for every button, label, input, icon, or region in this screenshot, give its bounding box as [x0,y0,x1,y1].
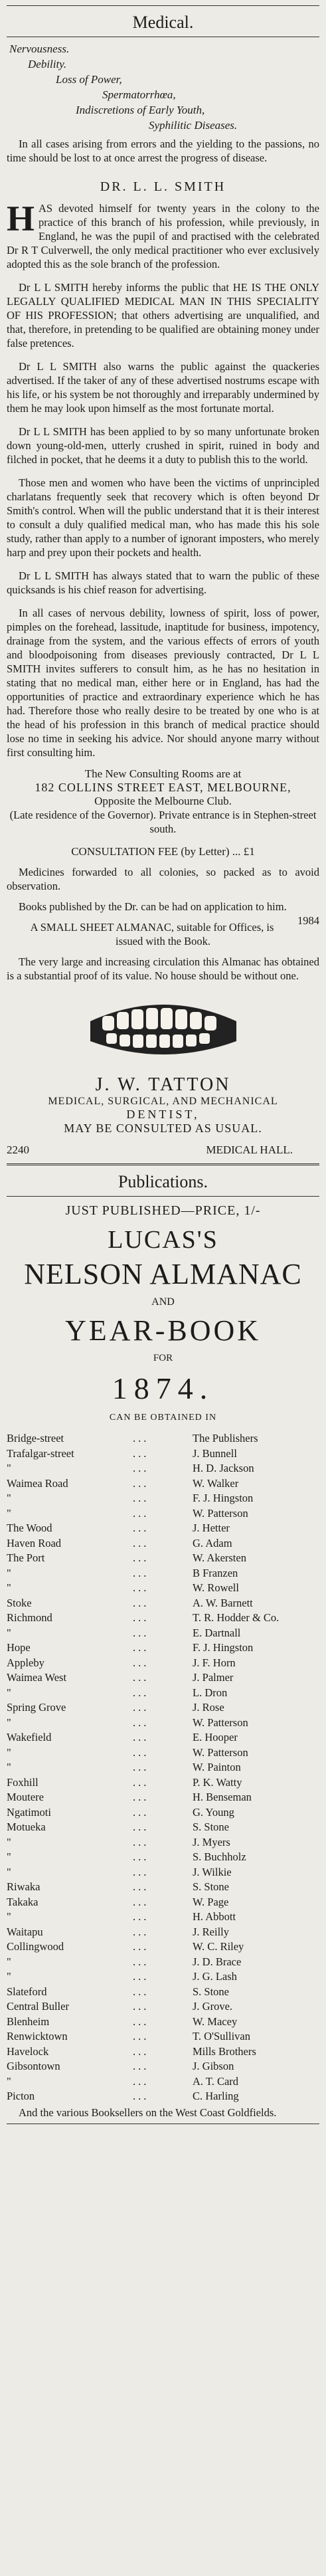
agent-who: F. J. Hingston [193,1492,254,1504]
agent-place: Richmond [7,1611,52,1624]
agents-list [7,1431,319,2104]
drop-cap: H [7,199,35,239]
agent-row [7,2029,319,2044]
agent-place: Trafalgar-street [7,1446,74,1460]
paragraph-7: In all cases of nervous debility, lowness of spirit, loss of power, pimples on the forehead, lassitude, inaptitude for business, impotency, drainage from the system, and the various effects of errors of youth and bloodpoisoning from diseases previously contracted, Dr L L SMITH invites sufferers to consult him, as he has no hesitation in stating that no medical man, either here or in England, has had the opportunities of practice and extraordinary experience which he has had. Therefore those who really desire to be treated by one who is at the head of his profession in this branch of medical practice should lose no time in seeking his advice. Nor should anyone marry without first consulting him. [7,607,319,759]
section-rule [7,1163,319,1165]
agent-place: " [7,1626,11,1639]
agent-who: Mills Brothers [193,2044,256,2058]
agent-who: S. Stone [193,1880,230,1893]
agent-row [7,1910,319,1925]
agent-dots: ... [133,1551,149,1564]
agent-who: W. C. Riley [193,1940,244,1953]
agent-row [7,1820,319,1835]
agent-row [7,1880,319,1895]
ad-number: 2240 [7,1143,29,1156]
medicines-note: Medicines forwarded to all colonies, so packed as to avoid observation. [7,866,319,892]
agent-dots: ... [133,1506,149,1520]
paragraph-2: Dr L L SMITH hereby informs the public that HE IS THE ONLY LEGALLY QUALIFIED MEDICAL MAN IN THIS SPECIALITY OF HIS PROFESSION; that others advertising are unqualified, and that, therefore, in pretending to be qualified are obtaining money under false pretences. [7,281,319,349]
address-note: Opposite the Melbourne Club. [94,795,232,807]
agent-who: The Publishers [193,1432,258,1444]
agent-dots: ... [133,1791,149,1803]
agent-row [7,1865,319,1880]
agent-dots: ... [133,2060,149,2072]
agent-who: W. Macey [193,2015,238,2028]
agent-who: S. Stone [193,1985,230,1998]
almanac-title-2: NELSON ALMANAC [24,1258,302,1290]
agent-dots: ... [133,1446,149,1460]
rooms-line: The New Consulting Rooms are at [84,767,242,780]
teeth-illustration [84,995,243,1068]
agent-row [7,1686,319,1701]
agent-row [7,1581,319,1596]
agent-place: " [7,1850,11,1863]
agent-dots: ... [133,1536,149,1549]
agent-place: Blenheim [7,2015,50,2028]
agent-place: Bridge-street [7,1432,64,1444]
agent-dots: ... [133,1805,149,1819]
top-rule [7,5,319,6]
agent-place: " [7,2074,11,2088]
agent-who: S. Stone [193,1821,230,1833]
agent-place: " [7,1910,11,1923]
agent-who: W. Patterson [193,1716,248,1729]
agent-dots: ... [133,1745,149,1759]
just-published: JUST PUBLISHED—PRICE, 1/- [65,1203,261,1218]
agent-row [7,2059,319,2074]
almanac-note: A SMALL SHEET ALMANAC, suitable for Offices, is issued with the Book. [30,921,274,947]
agent-who: B Franzen [193,1566,238,1579]
agent-row [7,1491,319,1506]
agent-dots: ... [133,1611,149,1624]
agent-place: " [7,1955,11,1968]
agent-place: " [7,1761,11,1773]
agent-place: " [7,1506,11,1520]
dentist-line-3: MAY BE CONSULTED AS USUAL. [64,1122,262,1135]
agent-row [7,1611,319,1626]
ailment-item: Spermatorrhœa, [102,88,176,101]
agent-who: H. Benseman [193,1791,252,1803]
paragraph-3: Dr L L SMITH also warns the public against the quackeries advertised. If the taker of any of these advertised nostrums escape with his life, or his system be not thoroughly and irreparably undermined by them he may look upon himself as the most fortunate mortal. [7,360,319,415]
agent-place: " [7,1581,11,1594]
dentist-name: J. W. TATTON [95,1074,231,1095]
agent-who: W. Painton [193,1761,241,1773]
agent-who: H. Abbott [193,1910,236,1923]
agent-place: " [7,1835,11,1848]
agent-dots: ... [133,1910,149,1923]
agent-row [7,1670,319,1686]
paragraph-1-text: AS devoted himself for twenty years in the colony to the practice of this branch of his profession, while previously, in England, he was the pupil of and practised with the celebrated Dr R T Culverwell, the only medical practitioner who ever exclusively adopted this as the sole branch of the profession. [7,202,319,270]
agent-place: Riwaka [7,1880,41,1893]
agent-row [7,1640,319,1656]
agent-row [7,1716,319,1731]
agent-place: " [7,1686,11,1699]
agent-dots: ... [133,1925,149,1938]
ailment-item: Syphilitic Diseases. [149,119,238,132]
agent-row [7,1700,319,1716]
agent-dots: ... [133,2090,149,2102]
dentist-footer-row [7,1143,319,1157]
agent-row [7,2015,319,2030]
ailment-item: Indiscretions of Early Youth, [76,104,205,116]
agent-row [7,1521,319,1536]
agent-row [7,1626,319,1641]
agent-place: Waimea Road [7,1476,68,1490]
agent-place: Haven Road [7,1536,62,1549]
agent-who: W. Rowell [193,1581,239,1594]
agent-dots: ... [133,2030,149,2042]
agent-who: J. D. Brace [193,1955,242,1968]
agent-row [7,2074,319,2090]
agent-dots: ... [133,1581,149,1594]
agent-place: Havelock [7,2044,49,2058]
agent-place: Gibsontown [7,2060,60,2072]
agent-who: J. Myers [193,1835,230,1848]
agent-dots: ... [133,2000,149,2013]
agent-who: G. Young [193,1805,234,1819]
agents-footer: And the various Booksellers on the West Coast Goldfields. [19,2106,277,2119]
agent-place: Hope [7,1641,31,1654]
agent-dots: ... [133,1775,149,1789]
agent-dots: ... [133,1462,149,1474]
agent-who: G. Adam [193,1536,232,1549]
agent-dots: ... [133,1626,149,1639]
agent-row [7,1835,319,1850]
agent-row [7,1775,319,1791]
dentist-line-1: MEDICAL, SURGICAL, AND MECHANICAL [48,1096,278,1107]
agent-place: " [7,1970,11,1983]
paragraph-6: Dr L L SMITH has always stated that to warn the public of these quicksands is his chief reason for advertising. [7,569,319,596]
agent-dots: ... [133,1701,149,1714]
agent-place: Ngatimoti [7,1805,51,1819]
agent-dots: ... [133,1985,149,1998]
paragraph-1 [7,201,319,271]
books-text: Books published by the Dr. can be had on application to him. [19,900,287,913]
agent-who: W. Walker [193,1476,239,1490]
agent-row [7,1790,319,1805]
agent-dots: ... [133,1656,149,1669]
agent-who: A. W. Barnett [193,1596,253,1609]
agent-place: Wakefield [7,1731,52,1743]
agent-dots: ... [133,1716,149,1729]
agent-dots: ... [133,1671,149,1684]
agent-row [7,1461,319,1476]
agent-who: L. Dron [193,1686,228,1699]
agent-row [7,1431,319,1446]
agent-place: Renwicktown [7,2030,68,2042]
agent-dots: ... [133,1955,149,1968]
agent-row [7,2089,319,2104]
agent-dots: ... [133,1596,149,1609]
agent-place: The Port [7,1551,45,1564]
agent-row [7,1566,319,1581]
agent-row [7,1895,319,1910]
paragraph-4: Dr L L SMITH has been applied to by so many unfortunate broken down young-old-men, utterly crushed in spirit, ruined in body and filched in pocket, that he deems it a duty to publish this to the world. [7,425,319,466]
agent-row [7,1476,319,1492]
agent-dots: ... [133,1731,149,1743]
agent-place: Picton [7,2090,35,2102]
rule [7,1196,319,1197]
agent-place: Stoke [7,1596,32,1609]
agent-who: T. O'Sullivan [193,2030,250,2042]
agent-dots: ... [133,1761,149,1773]
agent-who: F. J. Hingston [193,1641,254,1654]
agent-row [7,1985,319,2000]
agent-who: J. Bunnell [193,1446,237,1460]
agent-who: J. Palmer [193,1671,234,1684]
agent-dots: ... [133,1432,149,1444]
agent-who: J. F. Horn [193,1656,236,1669]
address-private: (Late residence of the Governor). Private entrance is in Stephen-street south. [9,809,317,835]
agent-place: Motueka [7,1821,46,1833]
almanac-title-1: LUCAS'S [108,1226,218,1254]
agent-who: W. Akersten [193,1551,246,1564]
books-note [7,900,319,927]
ailment-list [7,37,319,137]
agent-place: Foxhill [7,1775,39,1789]
agent-place: Slateford [7,1985,47,1998]
agent-place: Spring Grove [7,1701,66,1714]
agent-row [7,1656,319,1671]
ailment-item: Loss of Power, [56,73,122,86]
address-line: 182 COLLINS STREET EAST, MELBOURNE, [35,781,291,794]
medical-heading: Medical. [132,13,194,32]
agent-dots: ... [133,1895,149,1908]
intro-paragraph: In all cases arising from errors and the yielding to the passions, no time should be lost to at once arrest the progress of disease. [7,138,319,164]
agent-who: W. Patterson [193,1506,248,1520]
agent-place: Collingwood [7,1940,64,1953]
agent-who: E. Dartnall [193,1626,241,1639]
agent-row [7,1939,319,1955]
agent-row [7,1805,319,1821]
agent-row [7,2044,319,2060]
consultation-fee: CONSULTATION FEE (by Letter) ... £1 [71,845,255,858]
agent-row [7,1969,319,1985]
obtain-label: CAN BE OBTAINED IN [109,1413,217,1423]
agent-dots: ... [133,1686,149,1699]
agent-dots: ... [133,1641,149,1654]
agent-place: " [7,1462,11,1474]
publications-heading: Publications. [118,1172,208,1191]
agent-who: J. Hetter [193,1522,230,1534]
agent-place: Moutere [7,1791,44,1803]
almanac-year: 1874. [112,1371,214,1405]
agent-who: H. D. Jackson [193,1462,254,1474]
agent-place: " [7,1865,11,1878]
agent-row [7,1955,319,1970]
medical-hall: MEDICAL HALL. [206,1143,293,1156]
agent-place: Takaka [7,1895,39,1908]
agent-dots: ... [133,1566,149,1579]
agent-dots: ... [133,1970,149,1983]
agent-dots: ... [133,1522,149,1534]
agent-place: Waitapu [7,1925,43,1938]
agent-row [7,1506,319,1522]
circulation-note: The very large and increasing circulation this Almanac has obtained is a substantial proof of its value. No house should be without one. [7,955,319,982]
and-label: AND [151,1296,175,1308]
agent-who: P. K. Watty [193,1775,242,1789]
agent-who: E. Hooper [193,1731,238,1743]
agent-who: W. Patterson [193,1745,248,1759]
agent-who: C. Harling [193,2090,239,2102]
agent-row [7,1446,319,1462]
agent-dots: ... [133,1835,149,1848]
agent-dots: ... [133,1821,149,1833]
agent-who: T. R. Hodder & Co. [193,1611,280,1624]
agent-row [7,1999,319,2015]
agent-place: The Wood [7,1522,52,1534]
agent-dots: ... [133,1850,149,1863]
ailment-item: Nervousness. [9,43,70,55]
agent-row [7,1596,319,1611]
for-label: FOR [153,1353,173,1363]
agent-who: W. Page [193,1895,229,1908]
ailment-item: Debility. [28,58,67,70]
almanac-title-3: YEAR-BOOK [64,1314,262,1347]
agent-dots: ... [133,1880,149,1893]
agent-who: J. Gibson [193,2060,234,2072]
doctor-name: DR. L. L. SMITH [100,179,226,194]
agent-place: " [7,1716,11,1729]
agent-dots: ... [133,1492,149,1504]
agent-dots: ... [133,1476,149,1490]
agent-dots: ... [133,1940,149,1953]
agent-row [7,1536,319,1551]
agent-who: A. T. Card [193,2074,239,2088]
agent-dots: ... [133,2074,149,2088]
agent-row [7,1745,319,1761]
agent-place: Appleby [7,1656,44,1669]
agent-place: Central Buller [7,2000,69,2013]
agent-place: " [7,1566,11,1579]
agent-who: J. Grove. [193,2000,233,2013]
agent-row [7,1925,319,1940]
agent-who: J. Rose [193,1701,224,1714]
agent-row [7,1760,319,1775]
agent-dots: ... [133,2015,149,2028]
agent-row [7,1730,319,1745]
agent-who: S. Buchholz [193,1850,246,1863]
agent-who: J. Wilkie [193,1865,232,1878]
dentist-line-2: DENTIST, [126,1108,200,1121]
agent-place: " [7,1745,11,1759]
agent-row [7,1551,319,1566]
agent-place: " [7,1492,11,1504]
agent-who: J. Reilly [193,1925,230,1938]
agent-dots: ... [133,2044,149,2058]
paragraph-5: Those men and women who have been the victims of unprincipled charlatans frequently seek that recovery which is often beyond Dr Smith's control. When will the public understand that it is their interest to consult a duly qualified medical man, who has made this his sole study, rather than apply to a number of ignorant imposters, who merely harp and prey upon their pockets and health. [7,476,319,559]
agent-dots: ... [133,1865,149,1878]
books-number: 1984 [297,914,319,927]
agent-row [7,1850,319,1865]
agent-place: Waimea West [7,1671,67,1684]
agent-who: J. G. Lash [193,1970,237,1983]
